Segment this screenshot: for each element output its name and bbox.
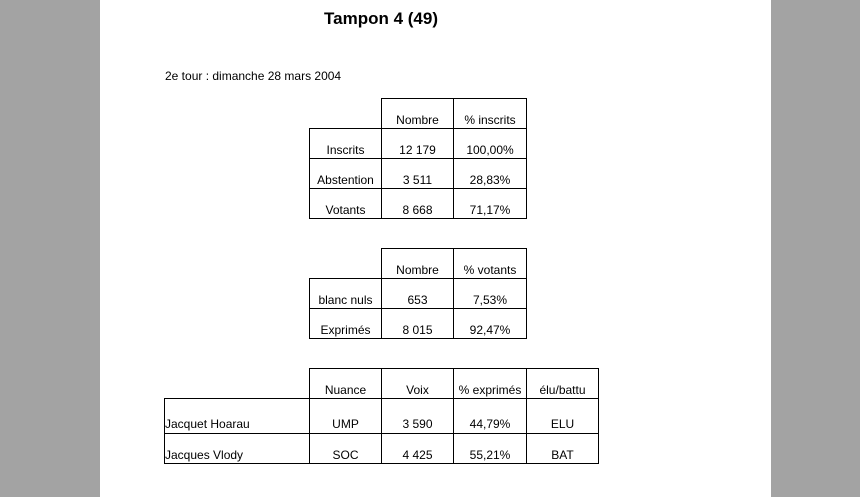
nuance-cell: UMP — [310, 399, 382, 434]
nuance-cell: SOC — [310, 434, 382, 464]
percent-cell: 7,53% — [454, 279, 527, 309]
empty-corner-cell — [165, 369, 310, 399]
column-header: % votants — [454, 249, 527, 279]
candidate-name: Jacques Vlody — [165, 434, 310, 464]
table-row — [310, 189, 527, 219]
document-page — [100, 0, 771, 497]
row-label: blanc nuls — [310, 279, 382, 309]
table-row — [310, 309, 527, 339]
round-date-subtitle: 2e tour : dimanche 28 mars 2004 — [165, 69, 342, 83]
table-row — [165, 399, 599, 434]
row-label: Votants — [310, 189, 382, 219]
row-label: Abstention — [310, 159, 382, 189]
column-header: élu/battu — [527, 369, 599, 399]
nombre-cell: 3 511 — [382, 159, 454, 189]
nombre-cell: 12 179 — [382, 129, 454, 159]
result-cell: ELU — [527, 399, 599, 434]
percent-cell: 92,47% — [454, 309, 527, 339]
table-row — [165, 434, 599, 464]
nombre-cell: 653 — [382, 279, 454, 309]
percent-cell: 44,79% — [454, 399, 527, 434]
row-label: Inscrits — [310, 129, 382, 159]
percent-cell: 71,17% — [454, 189, 527, 219]
column-header: Nombre — [382, 249, 454, 279]
voix-cell: 4 425 — [382, 434, 454, 464]
nombre-cell: 8 015 — [382, 309, 454, 339]
column-header: % inscrits — [454, 99, 527, 129]
percent-cell: 100,00% — [454, 129, 527, 159]
voix-cell: 3 590 — [382, 399, 454, 434]
column-header: % exprimés — [454, 369, 527, 399]
column-header: Voix — [382, 369, 454, 399]
candidate-name: Jacquet Hoarau — [165, 399, 310, 434]
table-row — [310, 279, 527, 309]
result-cell: BAT — [527, 434, 599, 464]
row-label: Exprimés — [310, 309, 382, 339]
nombre-cell: 8 668 — [382, 189, 454, 219]
table-row — [310, 129, 527, 159]
empty-corner-cell — [310, 99, 382, 129]
column-header: Nombre — [382, 99, 454, 129]
page-title: Tampon 4 (49) — [324, 9, 438, 28]
results-table — [164, 368, 599, 464]
column-header: Nuance — [310, 369, 382, 399]
percent-cell: 55,21% — [454, 434, 527, 464]
percent-cell: 28,83% — [454, 159, 527, 189]
table-row — [310, 159, 527, 189]
votes-table — [309, 248, 527, 339]
empty-corner-cell — [310, 249, 382, 279]
participation-table — [309, 98, 527, 219]
